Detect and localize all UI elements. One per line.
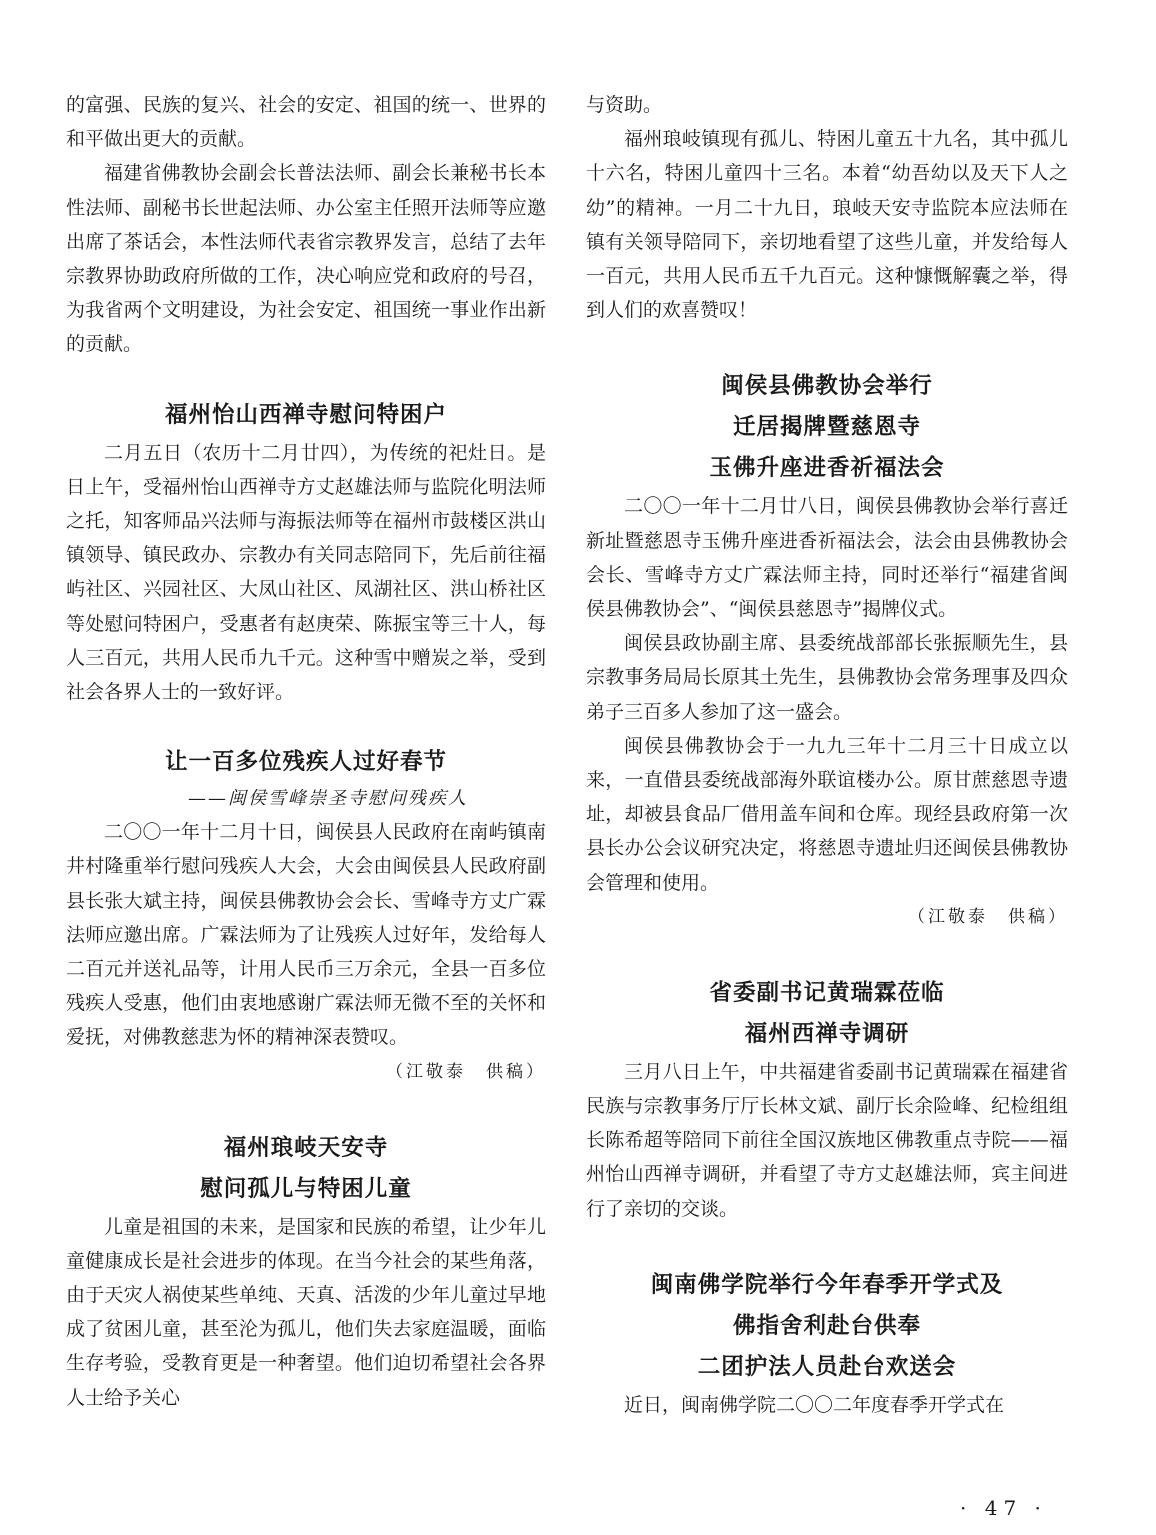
article-2-subtitle: ——闽侯雪峰崇圣寺慰问残疾人 — [188, 788, 468, 810]
article-2-credit: （江敬泰 供稿） — [386, 1061, 546, 1082]
article-5-paragraph-1: 三月八日上午，中共福建省委副书记黄瑞霖在福建省民族与宗教事务厅厅长林文斌、副厅长余险峰、纪检组组长陈希超等陪同下前往全国汉族地区佛教重点寺院——福州怡山西禅寺调研，并看望了寺方丈赵雄法师，宾主间进行了亲切的交谈。 — [586, 1060, 1068, 1220]
intro-paragraph-1: 的富强、民族的复兴、社会的安定、祖国的统一、世界的和平做出更大的贡献。 — [66, 94, 546, 151]
article-4-credit: （江敬泰 供稿） — [908, 906, 1068, 927]
article-2-paragraph-1: 二〇〇一年十二月十日，闽侯县人民政府在南屿镇南井村隆重举行慰问残疾人大会，大会由闽侯县人民政府副县长张大斌主持，闽侯县佛教协会会长、雪峰寺方丈广霖法师应邀出席。广霖法师为了让残疾人过好年，发给每人二百元并送礼品等，计用人民币三万余元，全县一百多位残疾人受惠，他们由衷地感谢广霖法师无微不至的关怀和爱抚，对佛教慈悲为怀的精神深表赞叹。 — [66, 821, 546, 1049]
article-6-title-line-1: 闽南佛学院举行今年春季开学式及 — [650, 1271, 1004, 1298]
article-5-title-line-1: 省委副书记黄瑞霖莅临 — [709, 979, 945, 1006]
article-6-title-line-2: 佛指舍利赴台供奉 — [732, 1312, 921, 1339]
intro-paragraph-2: 福建省佛教协会副会长普法法师、副会长兼秘书长本性法师、副秘书长世起法师、办公室主任照开法师等应邀出席了茶话会，本性法师代表省宗教界发言，总结了去年宗教界协助政府所做的工作，决心响应党和政府的号召，为我省两个文明建设，为社会安定、祖国统一事业作出新的贡献。 — [66, 162, 546, 356]
article-4-title-line-1: 闽侯县佛教协会举行 — [721, 373, 933, 400]
right-column — [586, 88, 1068, 1422]
article-6-title-line-3: 二团护法人员赴台欢送会 — [697, 1353, 957, 1380]
article-6-paragraph-1: 近日，闽南佛学院二〇〇二年度春季开学式在 — [624, 1393, 1005, 1416]
article-4-title-line-2: 迁居揭牌暨慈恩寺 — [732, 414, 921, 441]
article-1-paragraph-1: 二月五日（农历十二月廿四），为传统的祀灶日。是日上午，受福州怡山西禅寺方丈赵雄法师与监院化明法师之托，知客师品兴法师与海振法师等在福州市鼓楼区洪山镇领导、镇民政办、宗教办有关同志陪同下，先后前往福屿社区、兴园社区、大凤山社区、凤湖社区、洪山桥社区等处慰问特困户，受惠者有赵庚荣、陈振宝等三十人，每人三百元，共用人民币九千元。这种雪中赠炭之举，受到社会各界人士的一致好评。 — [66, 441, 546, 704]
article-5-title-line-2: 福州西禅寺调研 — [744, 1020, 910, 1047]
article-3-title-line-1: 福州琅岐天安寺 — [223, 1134, 389, 1161]
article-1-title: 福州怡山西禅寺慰问特困户 — [164, 401, 447, 428]
left-column — [66, 88, 546, 1415]
article-4-title-line-3: 玉佛升座进香祈福法会 — [709, 455, 945, 482]
article-2-title: 让一百多位残疾人过好春节 — [164, 749, 447, 776]
article-3-paragraph-1: 儿童是祖国的未来，是国家和民族的希望，让少年儿童健康成长是社会进步的体现。在当今社会的某些角落，由于天灾人祸使某些单纯、天真、活泼的少年儿童过早地成了贫困儿童，甚至沦为孤儿，他们失去家庭温暖，面临生存考验，受教育更是一种奢望。他们迫切希望社会各界人士给予关心 — [66, 1215, 546, 1409]
page-number: · 47 · — [960, 1496, 1047, 1520]
article-3-paragraph-2: 福州琅岐镇现有孤儿、特困儿童五十九名，其中孤儿十六名，特困儿童四十三名。本着“幼吾幼以及天下人之幼”的精神。一月二十九日，琅岐天安寺监院本应法师在镇有关领导陪同下，亲切地看望了这些儿童，并发给每人一百元，共用人民币五千九百元。这种慷慨解囊之举，得到人们的欢喜赞叹！ — [586, 128, 1068, 322]
article-4-paragraph-1: 二〇〇一年十二月廿八日，闽侯县佛教协会举行喜迁新址暨慈恩寺玉佛升座进香祈福法会，法会由县佛教协会会长、雪峰寺方丈广霖法师主持，同时还举行“福建省闽侯县佛教协会”、“闽侯县慈恩寺”揭牌仪式。 — [586, 495, 1068, 621]
article-4-paragraph-3: 闽侯县佛教协会于一九九三年十二月三十日成立以来，一直借县委统战部海外联谊楼办公。原甘蔗慈恩寺遗址，却被县食品厂借用盖车间和仓库。现经县政府第一次县长办公会议研究决定，将慈恩寺遗址归还闽侯县佛教协会管理和使用。 — [586, 734, 1068, 894]
article-3-title-line-2: 慰问孤儿与特困儿童 — [200, 1175, 412, 1202]
article-3-paragraph-continued: 与资助。 — [586, 94, 663, 116]
article-4-paragraph-2: 闽侯县政协副主席、县委统战部部长张振顺先生，县宗教事务局局长原其土先生，县佛教协会常务理事及四众弟子三百多人参加了这一盛会。 — [586, 632, 1068, 723]
